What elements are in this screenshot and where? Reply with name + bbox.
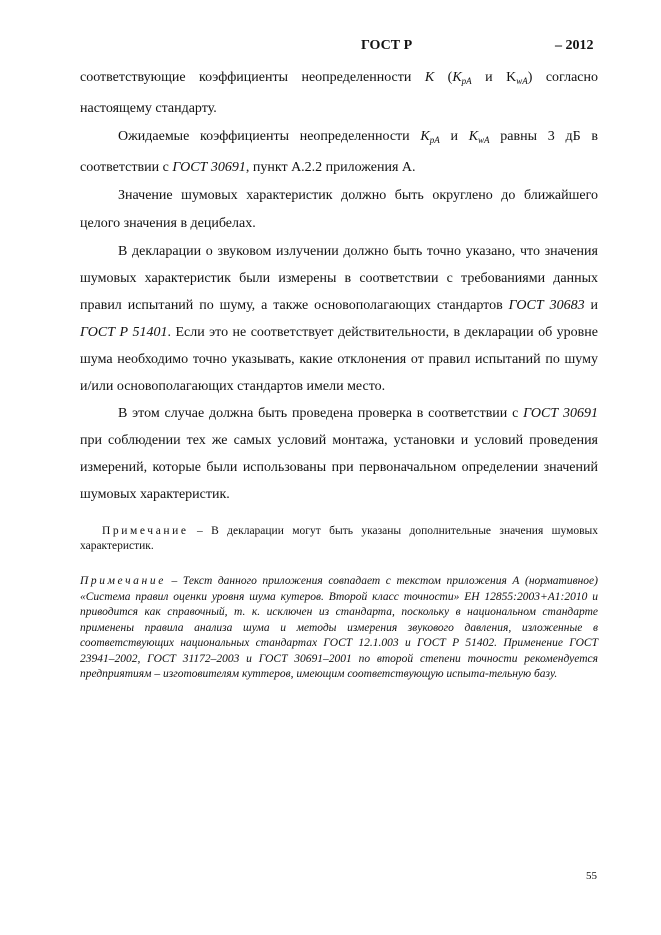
note2-text: – Текст данного приложения совпадает с текстом приложения А (нормативное) «Система правил оценки уровня шума кутеров. Второй класс точности» ЕН 12855:2003+А1:2010 и приводится как справочный, т. к. исключен из стандарта, поскольку в национальном стандарте применены правила анализа шума и методы измерения звукового давления, изложенные в соответствующих национальных стандартах ГОСТ 12.1.003 и ГОСТ Р 51402. Применение ГОСТ 23941–2002, ГОСТ 31172–2003 и ГОСТ 30691–2001 по второй степени точности рекомендуется предприятиям – изготовителям куттеров, имеющим соответствующую испыта-тельную базу. <box>80 575 598 680</box>
page-header <box>0 38 661 58</box>
page-number: 55 <box>586 870 597 882</box>
paragraph-5 <box>80 400 598 508</box>
note-declaration <box>80 524 598 554</box>
p1-text-d: ) согласно настоящему стандарту. <box>80 70 598 116</box>
p2-text-d: , пункт А.2.2 приложения А. <box>245 160 416 175</box>
p2-symbol-kw: K <box>468 129 479 144</box>
note2-label: Примечание <box>80 575 166 587</box>
p2-sub-pa: pA <box>429 135 440 145</box>
header-year: – 2012 <box>555 38 594 53</box>
p4-text-c: . Если это не соответствует действительности, в декларации об уровне шума необходимо точно указывать, какие отклонения от правил испытаний по шуму и/или основополагающих стандартов имели место. <box>80 325 598 394</box>
p1-symbol-kp: K <box>452 70 462 85</box>
p1-symbol-k: K <box>424 70 435 85</box>
main-text <box>80 64 598 508</box>
paragraph-3: Значение шумовых характеристик должно быть округлено до ближайшего целого значения в децибелах. <box>80 188 598 231</box>
paragraph-1 <box>80 64 598 123</box>
p2-text-c: равны 3 дБ в соответствии с <box>80 129 598 175</box>
note1-label: Примечание <box>102 525 189 537</box>
p5-text-a: В этом случае должна быть проведена проверка в соответствии с <box>118 406 524 421</box>
p1-sub-pa: pA <box>461 76 472 86</box>
header-standard: ГОСТ Р <box>361 38 413 53</box>
p5-reference: ГОСТ 30691 <box>523 406 598 421</box>
p2-sub-wa: wA <box>478 135 490 145</box>
p4-text-a: В декларации о звуковом излучении должно быть точно указано, что значения шумовых характеристик были измерены в соответствии с требованиями данных правил испытаний по шуму, а также основополагающих стандартов <box>80 244 598 313</box>
note1-text: – В декларации могут быть указаны дополнительные значения шумовых характеристик. <box>80 525 598 552</box>
p2-text-b: и <box>439 129 469 144</box>
p1-text-b: ( <box>434 70 453 85</box>
p4-reference-2: ГОСТ Р 51401 <box>80 325 168 340</box>
p1-text-a: соответствующие коэффициенты неопределенности <box>80 70 425 85</box>
p5-text-b: при соблюдении тех же самых условий монтажа, установки и условий проведения измерений, которые были использованы при первоначальном определении значений шумовых характеристик. <box>80 433 598 502</box>
p2-symbol-kp: K <box>420 129 430 144</box>
p1-sub-wa: wA <box>516 76 528 86</box>
note-appendix <box>80 574 598 683</box>
p2-text-a: Ожидаемые коэффициенты неопределенности <box>118 129 421 144</box>
p1-text-c: и K <box>471 70 517 85</box>
paragraph-4 <box>80 238 598 400</box>
p2-reference: ГОСТ 30691 <box>172 160 246 175</box>
p4-text-b: и <box>584 298 598 313</box>
paragraph-2 <box>80 123 598 182</box>
p4-reference-1: ГОСТ 30683 <box>508 298 585 313</box>
